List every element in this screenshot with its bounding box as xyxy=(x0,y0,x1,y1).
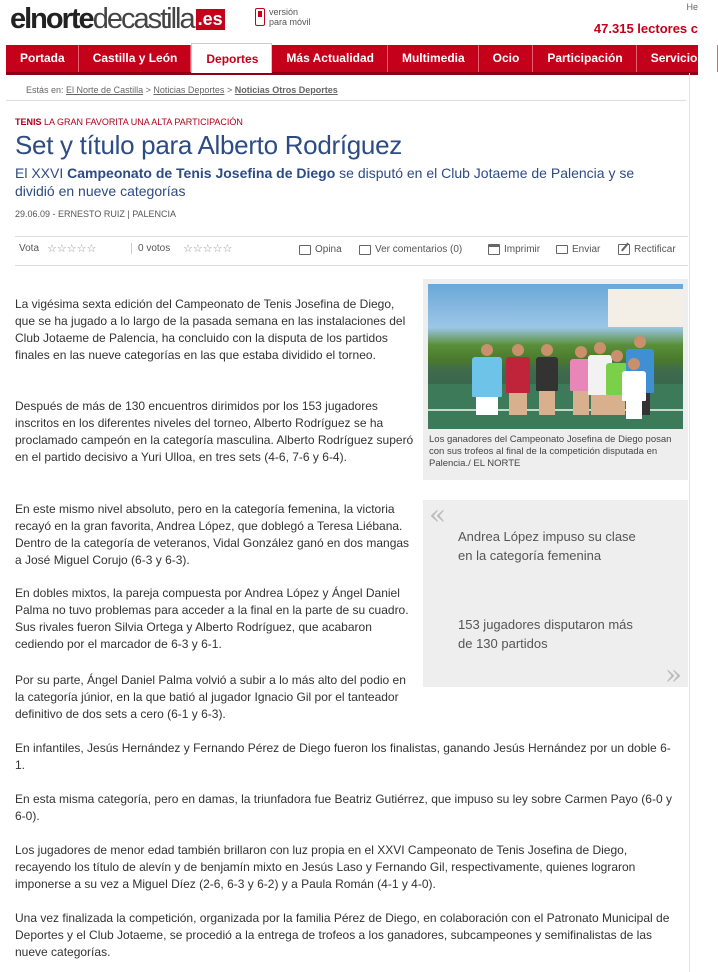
mobile-label-line2: para móvil xyxy=(269,17,311,27)
nav-item-deportes[interactable]: Deportes xyxy=(191,43,272,73)
article-toolbar xyxy=(15,236,688,266)
nav-item-portada[interactable]: Portada xyxy=(6,45,79,72)
mobile-phone-icon xyxy=(255,8,265,26)
article-kicker: TENIS LA GRAN FAVORITA UNA ALTA PARTICIPACIÓN xyxy=(15,117,243,127)
mail-icon xyxy=(556,245,568,254)
votes-count: 0 votos xyxy=(131,243,170,254)
comment-icon xyxy=(299,245,311,255)
pull-quote-box xyxy=(423,498,688,691)
print-icon xyxy=(488,244,500,255)
article-paragraph: La vigésima sexta edición del Campeonato de Tenis Josefina de Diego, que se ha jugado a lo largo de la pasada semana en las instalaciones del Club Jotaeme de Palencia, ha concluido con la disputa de los partidos finales en las nueve categorías en las que estaba dividido el torneo. xyxy=(15,297,406,362)
article-paragraph: Los jugadores de menor edad también brillaron con luz propia en el XXVI Campeonato de Tenis Josefina de Diego, recayendo los título de alevín y de benjamín mixto en Jesús Laso y Fernando Gil, respectivamente, quienes lograron imponerse a su vez a Miguel Díez (2-6, 6-3 y 6-2) y a Paula Román (4-1 y 4-0). xyxy=(15,843,636,891)
nav-item-castilla-y-león[interactable]: Castilla y León xyxy=(79,45,192,72)
rating-stars-display: ☆☆☆☆☆ xyxy=(183,243,233,255)
article-paragraph: Por su parte, Ángel Daniel Palma volvió a subir a lo más alto del podio en la categoría júnior, en la que batió al jugador Ignacio Gil por el tanteador definitivo de dos sets a cero (6-1 y 6-3). xyxy=(15,673,406,721)
breadcrumb-prefix: Estás en: xyxy=(26,85,64,95)
mobile-label-line1: versión xyxy=(269,7,299,17)
article-subtitle: El XXVI Campeonato de Tenis Josefina de Diego se disputó en el Club Jotaeme de Palencia y se dividió en nueve categorías xyxy=(15,165,635,199)
article-photo[interactable] xyxy=(428,284,683,429)
article-paragraph: Después de más de 130 encuentros dirimidos por los 153 jugadores inscritos en los diferentes niveles del torneo, Alberto Rodríguez se ha proclamado campeón en la categoría masculina. Alberto Rodríguez superó en el partido decisivo a Yuri Ulloa, en tres sets (4-6, 7-6 y 6-4). xyxy=(15,399,414,464)
photo-background-banner xyxy=(608,289,683,327)
nav-item-servicios[interactable]: Servicios xyxy=(637,45,718,72)
breadcrumb-link-otros-deportes[interactable]: Noticias Otros Deportes xyxy=(234,85,338,95)
nav-item-participación[interactable]: Participación xyxy=(533,45,636,72)
photo-person xyxy=(472,344,502,415)
send-button[interactable]: Enviar xyxy=(556,244,600,255)
breadcrumb-link-home[interactable]: El Norte de Castilla xyxy=(66,85,144,95)
article-title: Set y título para Alberto Rodríguez xyxy=(15,130,402,160)
site-header xyxy=(0,0,698,44)
pull-quote-1: Andrea López impuso su clase en la categoría femenina xyxy=(458,529,636,563)
opina-button[interactable]: Opina xyxy=(299,244,342,255)
breadcrumb-separator: > xyxy=(145,85,151,95)
vote-stars-input[interactable]: ☆☆☆☆☆ xyxy=(47,243,97,255)
edit-icon xyxy=(618,244,630,255)
close-quote-icon: » xyxy=(664,658,682,691)
article-paragraph: Una vez finalizada la competición, organizada por la familia Pérez de Diego, en colaboración con el Patronato Municipal de Deportes y el Club Jotaeme, se procedió a la entrega de trofeos a los ganadores, subcampeones y semifinalistas de las nueve categorías. xyxy=(15,911,670,959)
breadcrumb-separator: > xyxy=(226,85,233,95)
nav-item-ocio[interactable]: Ocio xyxy=(479,45,534,72)
nav-item-más-actualidad[interactable]: Más Actualidad xyxy=(272,45,388,72)
article-byline: 29.06.09 - ERNESTO RUIZ | PALENCIA xyxy=(15,209,177,219)
print-button[interactable]: Imprimir xyxy=(488,244,540,255)
open-quote-icon: « xyxy=(429,498,447,531)
article-paragraph: En esta misma categoría, pero en damas, la triunfadora fue Beatriz Gutiérrez, que impuso su ley sobre Carmen Payo (6-0 y 6-0). xyxy=(15,792,672,823)
main-nav xyxy=(6,45,705,75)
article-paragraph: En dobles mixtos, la pareja compuesta por Andrea López y Ángel Daniel Palma no tuvo problemas para acceder a la final en la parte de su cuadro. Sus rivales fueron Silvia Ortega y Alberto Rodríguez, que acabaron cediendo por el marcador de 6-3 y 6-1. xyxy=(15,586,409,651)
view-comments-button[interactable]: Ver comentarios (0) xyxy=(359,244,462,255)
mobile-version-link[interactable] xyxy=(255,7,311,27)
readers-counter: 47.315 lectores c xyxy=(593,21,698,36)
photo-person xyxy=(506,344,530,415)
photo-person xyxy=(536,344,558,415)
rectify-button[interactable]: Rectificar xyxy=(618,244,676,255)
comments-list-icon xyxy=(359,245,371,255)
pull-quote-2: 153 jugadores disputaron más de 130 partidos xyxy=(458,617,633,651)
photo-caption: Los ganadores del Campeonato Josefina de Diego posan con sus trofeos al final de la competición disputada en Palencia./ EL NORTE xyxy=(429,434,672,469)
article-paragraph: En infantiles, Jesús Hernández y Fernando Pérez de Diego fueron los finalistas, ganando Jesús Hernández por un doble 6-1. xyxy=(15,741,671,772)
column-divider xyxy=(689,73,690,972)
article-paragraph: En este mismo nivel absoluto, pero en la categoría femenina, la victoria recayó en la gran favorita, Andrea López, que doblegó a Teresa Liébana. Dentro de la categoría de veteranos, Vidal González ganó en dos mangas a José Miguel Corujo (6-3 y 6-3). xyxy=(15,502,410,567)
photo-person xyxy=(622,358,646,419)
vote-label: Vota xyxy=(19,243,40,254)
breadcrumb-link-deportes[interactable]: Noticias Deportes xyxy=(153,85,225,95)
article-photo-box xyxy=(423,279,688,480)
nav-item-multimedia[interactable]: Multimedia xyxy=(388,45,479,72)
help-link[interactable]: He xyxy=(686,2,698,12)
breadcrumb xyxy=(6,79,686,101)
site-logo[interactable]: elnortedecastilla .es xyxy=(10,3,223,35)
